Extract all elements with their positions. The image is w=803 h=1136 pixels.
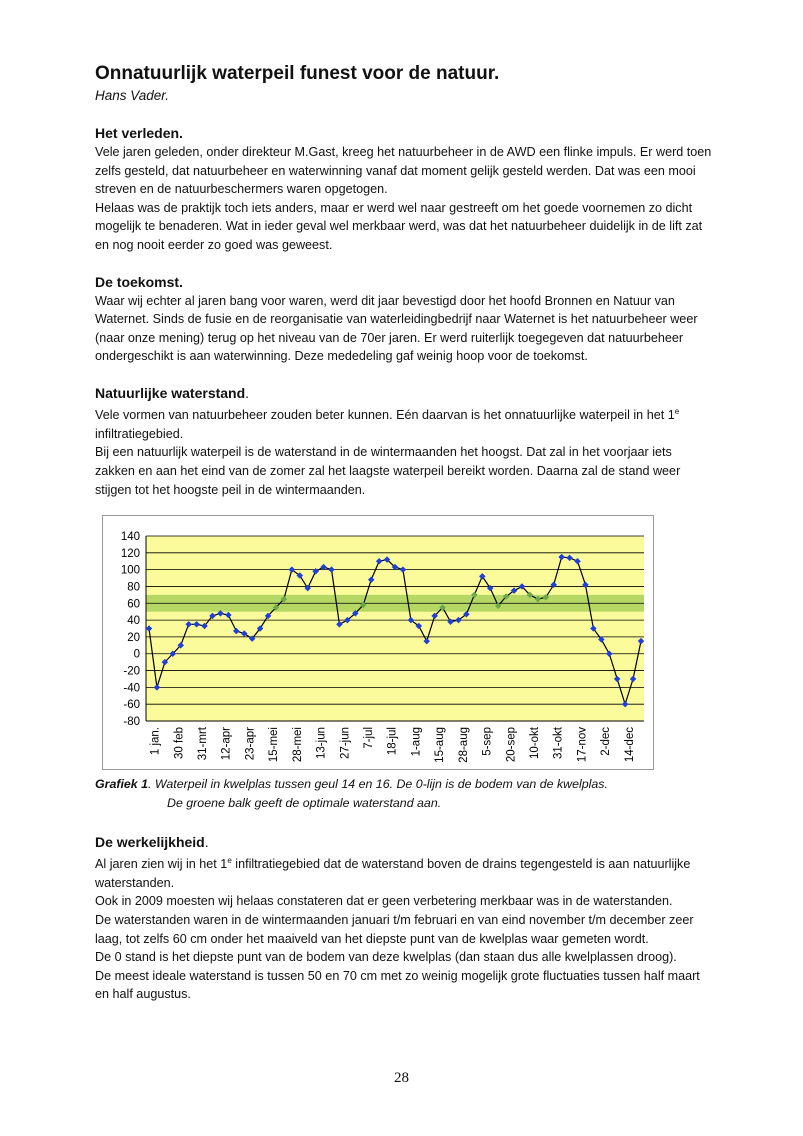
- paragraph-text: infiltratiegebied.: [95, 426, 184, 441]
- y-tick-label: 100: [120, 564, 140, 577]
- x-tick-label: 15-mei: [268, 727, 281, 763]
- y-tick-label: 40: [127, 615, 140, 628]
- section-reality: [95, 832, 715, 1004]
- waterlevel-chart: [102, 515, 654, 770]
- paragraph: Vele jaren geleden, onder direkteur M.Gast, kreeg het natuurbeheer in de AWD een flinke impuls. Er werd toen zelfs gesteld, dat natuurbeheer en waterwinning vanaf dat moment gelijk gesteld werden. Dat was een mooi streven en de natuurbeschermers waren opgetogen.: [95, 145, 712, 197]
- superscript: e: [227, 856, 232, 865]
- heading-period: .: [245, 384, 250, 401]
- paragraph: Bij een natuurlijk waterpeil is de waterstand in de wintermaanden het hoogst. Dat zal in het voorjaar iets zakken en aan het eind van de zomer zal het laagste waterpeil bereikt worden. Daarna zal de stand weer stijgen tot het hoogste peil in de wintermaanden.: [95, 445, 681, 497]
- paragraph-text: Vele vormen van natuurbeheer zouden beter kunnen. Eén daarvan is het onnatuurlijke waterpeil in het 1: [95, 408, 675, 423]
- x-tick-label: 30 feb: [173, 727, 186, 759]
- x-tick-label: 1 jan.: [149, 727, 162, 756]
- x-tick-label: 15-aug: [434, 727, 447, 763]
- superscript: e: [674, 406, 680, 416]
- section-heading: [95, 832, 715, 852]
- paragraph: De meest ideale waterstand is tussen 50 en 70 cm met zo weinig mogelijk grote fluctuaties tussen half maart en half augustus.: [95, 968, 700, 1002]
- x-tick-label: 28-aug: [457, 727, 470, 763]
- x-tick-label: 31-okt: [552, 727, 565, 759]
- x-tick-label: 17-nov: [576, 727, 589, 763]
- x-tick-label: 12-apr: [220, 727, 233, 761]
- paragraph: [95, 852, 715, 892]
- x-tick-label: 5-sep: [481, 727, 494, 756]
- chart-svg: [103, 516, 653, 769]
- paragraph: Waar wij echter al jaren bang voor waren, werd dit jaar bevestigd door het hoofd Bronnen en Natuur van Waternet. Sinds de fusie en de reorganisatie van waterleidingbedrijf naar Waternet is het natuurbeheer weer (naar onze mening) terug op het niveau van de 70er jaren. Er werd ruiterlijk toegegeven dat natuurbeheer ondergeschikt is aan waterwinning. Deze mededeling gaf weinig hoop voor de toekomst.: [95, 293, 698, 364]
- y-tick-label: -80: [123, 716, 140, 728]
- article-title: Onnatuurlijk waterpeil funest voor de natuur.: [95, 63, 500, 84]
- y-tick-label: 120: [120, 547, 140, 560]
- plot-area: [146, 536, 644, 721]
- x-tick-label: 14-dec: [623, 727, 636, 763]
- y-tick-label: -40: [123, 682, 140, 695]
- x-tick-label: 31-mrt: [197, 727, 210, 761]
- section-heading-text: Natuurlijke waterstand: [95, 384, 246, 401]
- heading-period: .: [204, 834, 209, 850]
- section-heading: De toekomst.: [95, 273, 183, 290]
- page-number: 28: [394, 1070, 409, 1086]
- x-tick-label: 10-okt: [529, 727, 542, 759]
- paragraph: De waterstanden waren in de wintermaanden januari t/m februari en van eind november t/m december zeer laag, tot zelfs 60 cm onder het maaiveld van het diepste punt van de kwelplas waar gemeten wordt.: [95, 912, 694, 946]
- section-future: [95, 272, 715, 366]
- caption-label: Grafiek 1: [95, 777, 149, 791]
- section-heading: Het verleden.: [95, 125, 183, 141]
- x-tick-label: 7-jul: [363, 727, 376, 749]
- x-tick-label: 20-sep: [505, 727, 518, 763]
- y-tick-label: 0: [133, 648, 140, 661]
- y-tick-label: 140: [120, 531, 140, 543]
- section-natural-waterlevel: [95, 383, 715, 499]
- x-tick-label: 18-jul: [386, 727, 399, 756]
- x-tick-label: 2-dec: [600, 727, 613, 756]
- chart-caption: [95, 775, 715, 813]
- article: [95, 62, 715, 499]
- paragraph: Ook in 2009 moesten wij helaas constateren dat er geen verbetering merkbaar was in de waterstanden.: [95, 894, 673, 909]
- x-tick-label: 27-jun: [339, 727, 352, 759]
- section-heading-text: De werkelijkheid: [95, 834, 205, 850]
- y-tick-label: 80: [127, 581, 140, 594]
- section-heading: [95, 383, 715, 403]
- y-tick-label: 20: [127, 631, 140, 644]
- x-tick-label: 13-jun: [315, 727, 328, 759]
- section-past: [95, 123, 715, 255]
- y-tick-label: -20: [123, 665, 140, 678]
- caption-text: . Waterpeil in kwelplas tussen geul 14 en 16. De 0-lijn is de bodem van de kwelplas.: [148, 777, 608, 791]
- paragraph: [95, 403, 715, 443]
- y-tick-label: 60: [127, 598, 140, 611]
- x-tick-label: 1-aug: [410, 727, 423, 757]
- paragraph: De 0 stand is het diepste punt van de bodem van deze kwelplas (dan staan dus alle kwelplassen droog).: [95, 950, 677, 965]
- x-tick-label: 28-mei: [291, 727, 304, 763]
- x-tick-label: 23-apr: [244, 727, 257, 761]
- caption-line-2: De groene balk geeft de optimale waterstand aan.: [167, 796, 442, 810]
- paragraph: Helaas was de praktijk toch iets anders, maar er werd wel naar gestreeft om het goede voornemen zo dicht mogelijk te benaderen. Wat in ieder geval wel merkbaar werd, was dat het natuurbeheer duidelijk in de lift zat en nog nooit eerder zo goed was geweest.: [95, 200, 703, 252]
- paragraph-text: infiltratiegebied dat de waterstand boven de drains tegengesteld is aan natuurlijke waterstanden.: [95, 857, 691, 890]
- y-tick-label: -60: [123, 699, 140, 712]
- paragraph-text: Al jaren zien wij in het 1: [95, 857, 228, 872]
- caption-line-1: [95, 775, 715, 794]
- article-author: Hans Vader.: [95, 88, 170, 103]
